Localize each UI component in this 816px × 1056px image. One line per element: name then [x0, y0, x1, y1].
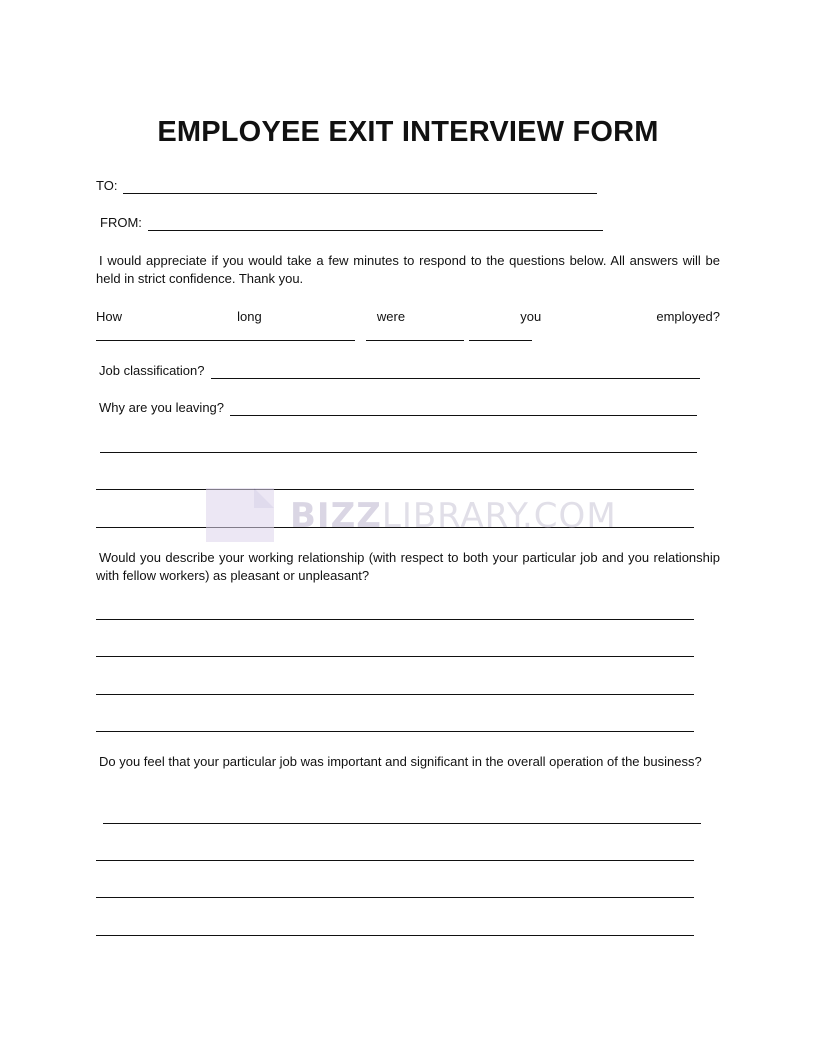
answer-line[interactable] — [96, 527, 694, 528]
job-classification-label: Job classification? — [99, 363, 205, 378]
watermark-text-light: LIBRARY.COM — [381, 496, 617, 536]
answer-line[interactable] — [96, 860, 694, 861]
to-label: TO: — [96, 178, 118, 193]
how-long-word: were — [376, 309, 406, 324]
from-field — [100, 215, 603, 231]
to-input-line[interactable] — [123, 180, 597, 194]
from-input-line[interactable] — [148, 217, 603, 231]
answer-line[interactable] — [96, 694, 694, 695]
job-classification-input-line[interactable] — [211, 365, 700, 379]
answer-line[interactable] — [96, 489, 694, 490]
why-leaving-input-line[interactable] — [230, 402, 697, 416]
employment-length-line[interactable] — [469, 340, 532, 341]
answer-line[interactable] — [103, 823, 701, 824]
why-leaving-label: Why are you leaving? — [99, 400, 225, 415]
how-long-word: long — [237, 309, 262, 324]
relationship-question: Would you describe your working relationship (with respect to both your particular job and you relationship with fellow workers) as pleasant or unpleasant? — [96, 550, 720, 583]
form-title: EMPLOYEE EXIT INTERVIEW FORM — [157, 116, 659, 148]
how-long-word: How — [96, 309, 123, 324]
answer-line[interactable] — [100, 452, 697, 453]
watermark-text-bold: BIZZ — [290, 496, 382, 536]
answer-line[interactable] — [96, 619, 694, 620]
answer-line[interactable] — [96, 731, 694, 732]
job-classification-field — [99, 363, 700, 379]
importance-question: Do you feel that your particular job was important and significant in the overall operation of the business? — [99, 754, 702, 769]
intro-paragraph: I would appreciate if you would take a few minutes to respond to the questions below. All answers will be held in strict confidence. Thank you. — [96, 253, 720, 286]
answer-line[interactable] — [96, 897, 694, 898]
employment-length-line[interactable] — [366, 340, 464, 341]
bizzlibrary-watermark — [206, 488, 616, 544]
to-field — [96, 178, 597, 194]
answer-line[interactable] — [96, 935, 694, 936]
watermark-text — [290, 496, 617, 536]
document-logo-icon — [206, 488, 274, 542]
why-leaving-field — [99, 400, 697, 416]
answer-line[interactable] — [96, 656, 694, 657]
how-long-question — [96, 309, 720, 325]
how-long-word: employed? — [656, 309, 720, 324]
from-label: FROM: — [100, 215, 142, 230]
employment-length-line[interactable] — [96, 340, 355, 341]
how-long-word: you — [520, 309, 542, 324]
